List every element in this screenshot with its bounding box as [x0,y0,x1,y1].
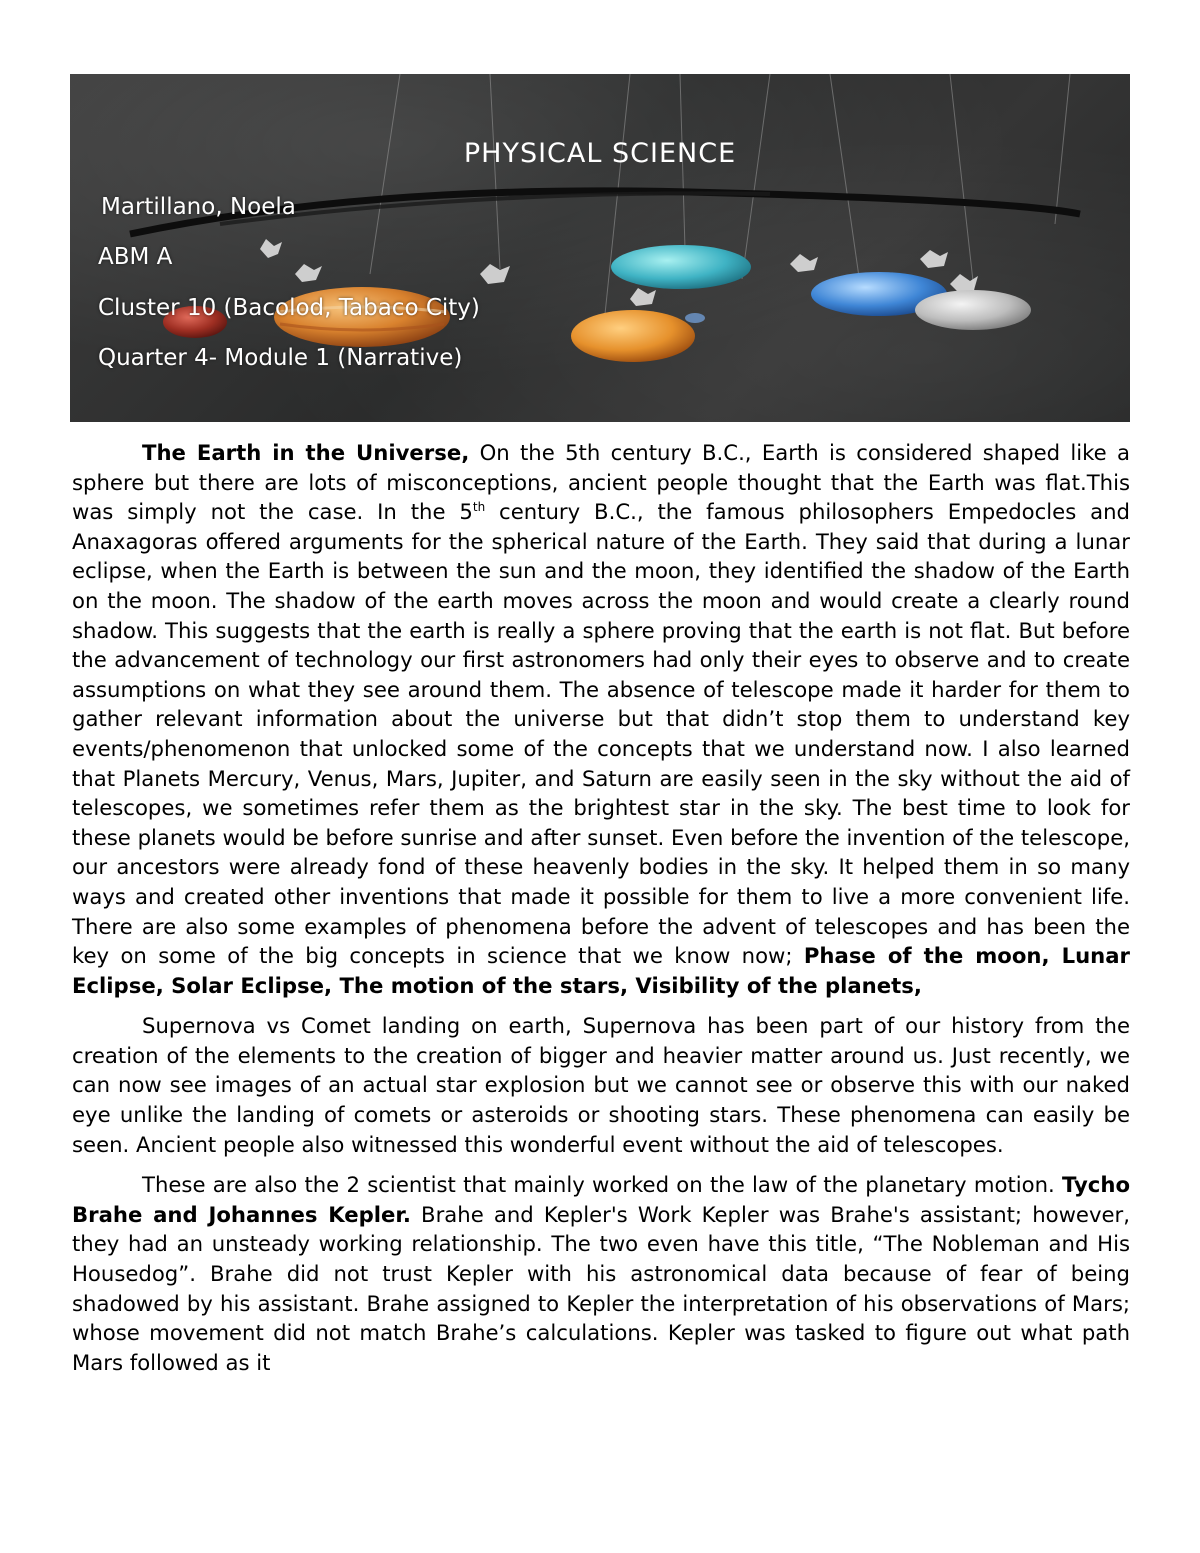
paragraph-text: century B.C., the famous philosophers Empedocles and Anaxagoras offered arguments for the spherical nature of the Earth. They said that during a lunar eclipse, when the Earth is between the sun and the moon, they identified the shadow of the Earth on the moon. The shadow of the earth moves across the moon and would create a clearly round shadow. This suggests that the earth is really a sphere proving that the earth is not flat. But before the advancement of technology our first astronomers had only their eyes to observe and to create assumptions on what they see around them. The absence of telescope made it harder for them to gather relevant information about the universe but that didn’t stop them to understand key events/phenomenon that unlocked some of the concepts that we understand now. I also learned that Planets Mercury, Venus, Mars, Jupiter, and Saturn are easily seen in the sky without the aid of telescopes, we sometimes refer them as the brightest star in the sky. The best time to look for these planets would be before sunrise and after sunset. Even before the invention of the telescope, our ancestors were already fond of these heavenly bodies in the sky. It helped them in so many ways and created other inventions that made it possible for them to live a more convenient life. There are also some examples of phenomena before the advent of telescopes and has been the key on some of the big concepts in science that we know now; [72,499,1130,969]
superscript: th [472,500,486,515]
cover-banner [70,74,1130,422]
paragraph-text: These are also the 2 scientist that mainly worked on the law of the planetary motion. [142,1172,1063,1198]
paragraph-heading: The Earth in the Universe, [142,440,470,465]
student-name: Martillano, Noela [101,194,296,220]
section-label: ABM A [98,244,173,270]
phenomena-list: Phase of the moon, Lunar Eclipse, Solar Eclipse, The motion of the stars, Visibility of the planets, [72,943,1130,998]
narrative-body [72,438,1130,1388]
paragraph-earth-in-universe [72,438,1130,1000]
cluster-label: Cluster 10 (Bacolod, Tabaco City) [98,295,480,321]
paragraph-brahe-kepler [72,1170,1130,1377]
paragraph-text: On the 5th century B.C., Earth is considered shaped like a sphere but there are lots of misconceptions, ancient people thought that the Earth was flat.This was simply not the case. In the 5 [72,440,1131,525]
module-label: Quarter 4- Module 1 (Narrative) [98,345,463,371]
paragraph-supernova: Supernova vs Comet landing on earth, Supernova has been part of our history from the creation of the elements to the creation of bigger and heavier matter around us. Just recently, we can now see images of an actual star explosion but we cannot see or observe this with our naked eye unlike the landing of comets or asteroids or shooting stars. These phenomena can easily be seen. Ancient people also witnessed this wonderful event without the aid of telescopes. [72,1013,1130,1157]
scientist-names: Tycho Brahe and Johannes Kepler. [72,1172,1130,1227]
paragraph-text: Brahe and Kepler's Work Kepler was Brahe's assistant; however, they had an unsteady working relationship. The two even have this title, “The Nobleman and His Housedog”. Brahe did not trust Kepler with his astronomical data because of fear of being shadowed by his assistant. Brahe assigned to Kepler the interpretation of his observations of Mars; whose movement did not match Brahe’s calculations. Kepler was tasked to figure out what path Mars followed as it [72,1201,1130,1375]
banner-title: PHYSICAL SCIENCE [463,138,737,169]
